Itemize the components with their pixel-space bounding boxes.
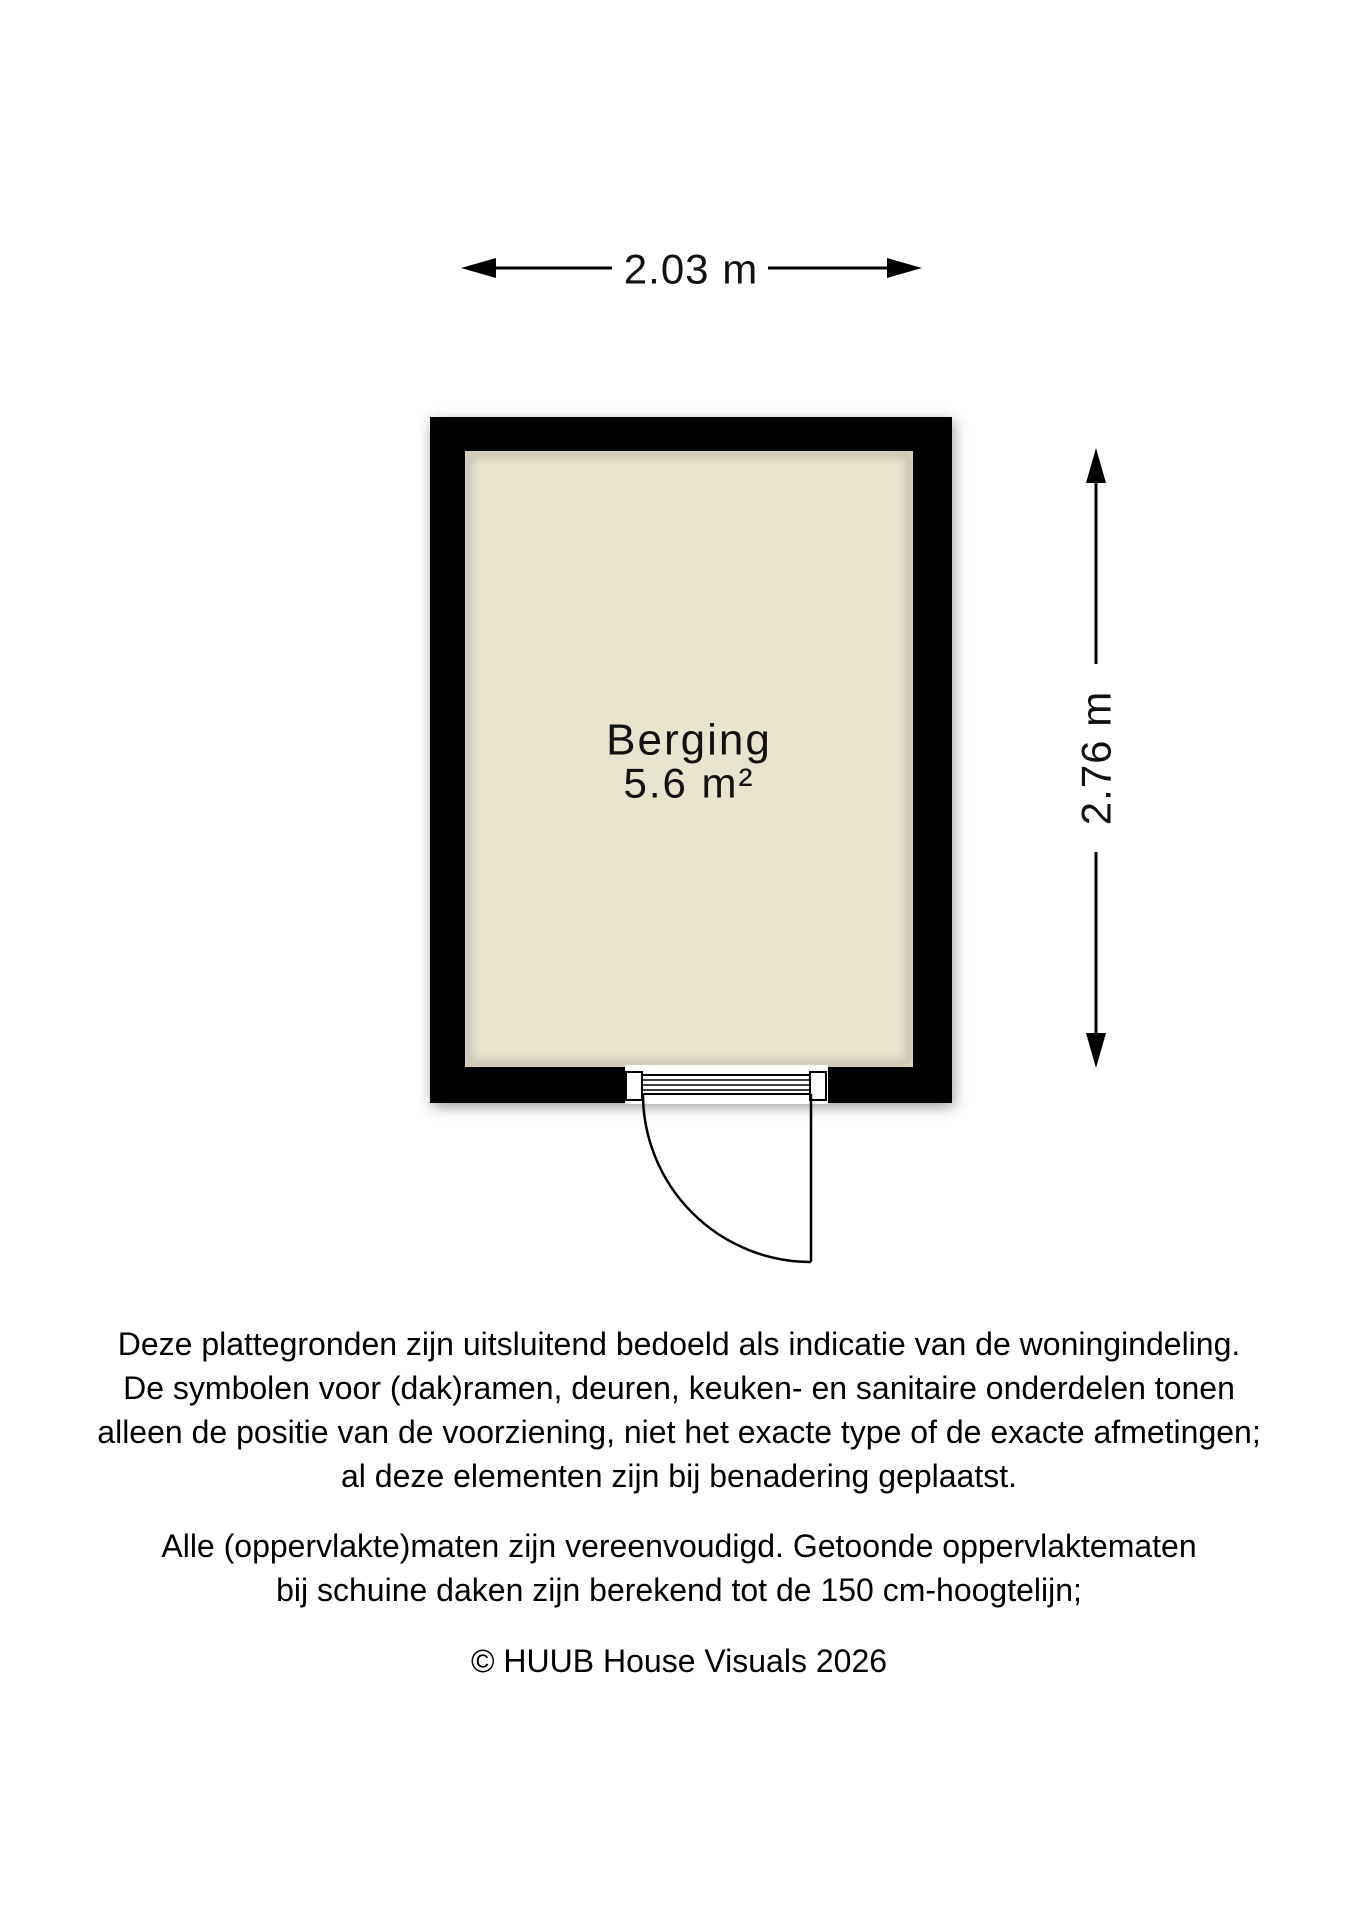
height-dimension-label: 2.76 m — [1072, 690, 1120, 826]
copyright-notice: © HUUB House Visuals 2026 — [470, 1643, 888, 1679]
door-threshold — [642, 1075, 810, 1094]
room-area-label: 5.6 m² — [623, 759, 755, 807]
arrowhead-down-icon — [1086, 1033, 1106, 1068]
door-swing-arc — [643, 1094, 811, 1262]
disclaimer-line: Deze plattegronden zijn uitsluitend bedoeld als indicatie van de woningindeling. — [117, 1326, 1241, 1362]
width-dimension — [461, 246, 922, 293]
disclaimer-line: al deze elementen zijn bij benadering geplaatst. — [340, 1458, 1017, 1494]
arrowhead-up-icon — [1086, 448, 1106, 483]
door-jamb-left — [626, 1072, 642, 1100]
disclaimer-line: Alle (oppervlakte)maten zijn vereenvoudigd. Getoonde oppervlaktematen — [161, 1528, 1197, 1564]
height-dimension — [1073, 448, 1120, 1068]
door-jamb-right — [810, 1072, 826, 1100]
width-dimension-label: 2.03 m — [623, 245, 759, 293]
disclaimer-paragraph-1 — [0, 1322, 1358, 1498]
disclaimer-paragraph-2 — [0, 1524, 1358, 1612]
disclaimer-line: bij schuine daken zijn berekend tot de 150 cm-hoogtelijn; — [276, 1572, 1082, 1608]
room-name-label: Berging — [606, 715, 772, 765]
footer-text — [0, 1322, 1358, 1683]
disclaimer-line: De symbolen voor (dak)ramen, deuren, keuken- en sanitaire onderdelen tonen — [123, 1370, 1235, 1406]
disclaimer-line: alleen de positie van de voorziening, niet het exacte type of de exacte afmetingen; — [97, 1414, 1261, 1450]
